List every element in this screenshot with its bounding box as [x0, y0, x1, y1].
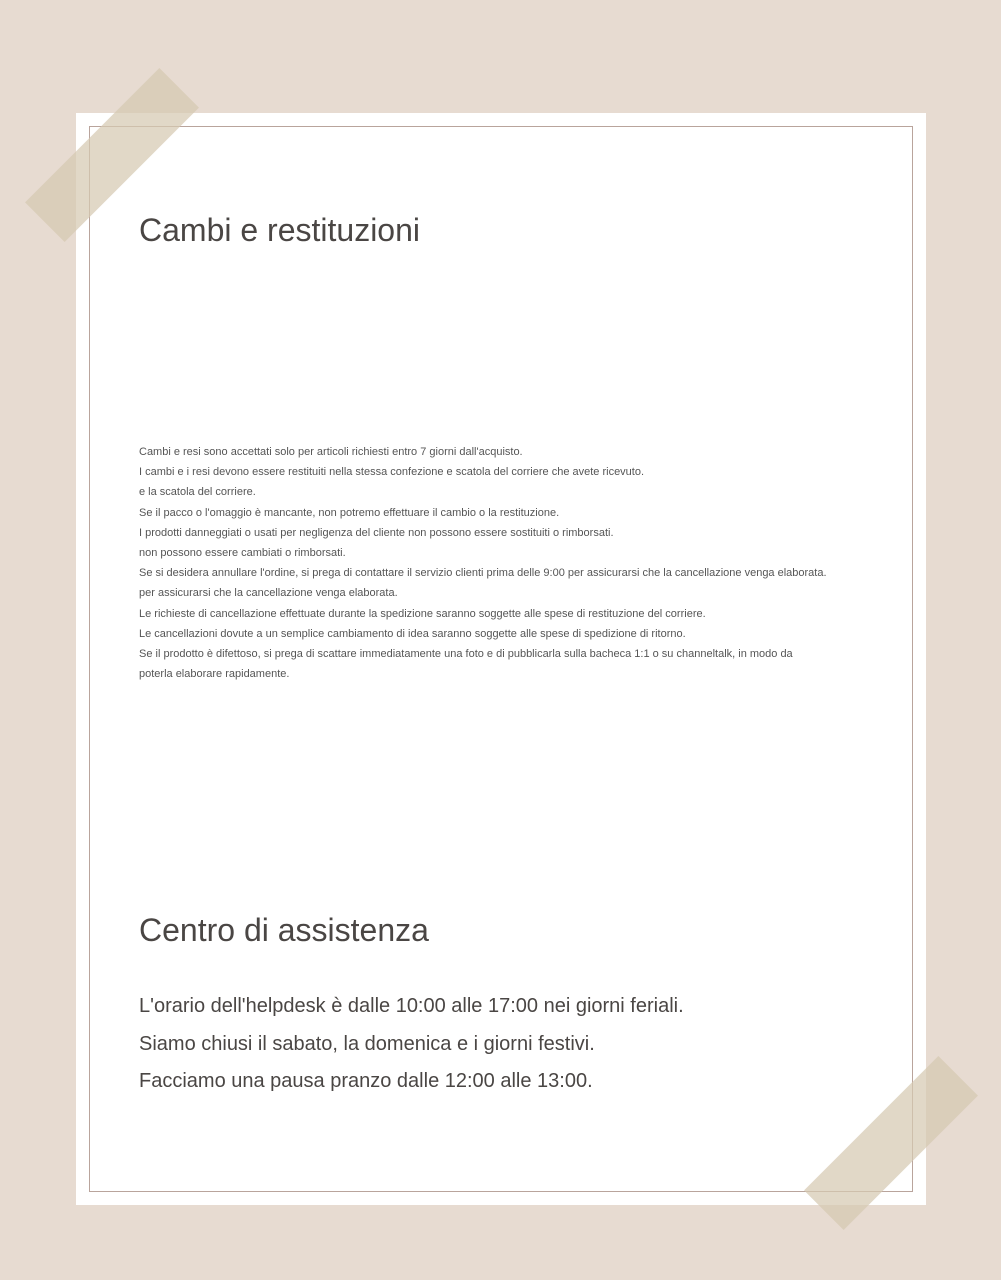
policy-line: e la scatola del corriere. [139, 486, 256, 499]
policy-line: I prodotti danneggiati o usati per negligenza del cliente non possono essere sostituiti o rimborsati. [139, 526, 614, 539]
policy-line: I cambi e i resi devono essere restituiti nella stessa confezione e scatola del corriere che avete ricevuto. [139, 466, 645, 479]
policy-line: Se il pacco o l'omaggio è mancante, non potremo effettuare il cambio o la restituzione. [139, 506, 560, 519]
support-text [139, 988, 684, 1101]
support-line: Siamo chiusi il sabato, la domenica e i giorni festivi. [139, 1032, 595, 1055]
policy-line: non possono essere cambiati o rimborsati. [139, 547, 346, 560]
support-line: L'orario dell'helpdesk è dalle 10:00 alle 17:00 nei giorni feriali. [139, 995, 684, 1017]
policy-line: Cambi e resi sono accettati solo per articoli richiesti entro 7 giorni dall'acquisto. [139, 446, 523, 458]
support-heading: Centro di assistenza [139, 912, 429, 948]
policy-line: Le cancellazioni dovute a un semplice cambiamento di idea saranno soggette alle spese di spedizione di ritorno. [139, 627, 686, 640]
policy-line: Se il prodotto è difettoso, si prega di scattare immediatamente una foto e di pubblicarla sulla bacheca 1:1 o su channeltalk, in modo da [139, 648, 793, 661]
policy-line: poterla elaborare rapidamente. [139, 668, 290, 681]
policy-line: Le richieste di cancellazione effettuate durante la spedizione saranno soggette alle spese di restituzione del corriere. [139, 607, 706, 620]
returns-heading: Cambi e restituzioni [139, 212, 420, 248]
support-line: Facciamo una pausa pranzo dalle 12:00 alle 13:00. [139, 1070, 593, 1092]
policy-line: Se si desidera annullare l'ordine, si prega di contattare il servizio clienti prima delle 9:00 per assicurarsi che la cancellazione venga elaborata. [139, 567, 827, 580]
returns-policy-text [139, 442, 899, 684]
policy-line: per assicurarsi che la cancellazione venga elaborata. [139, 587, 398, 600]
